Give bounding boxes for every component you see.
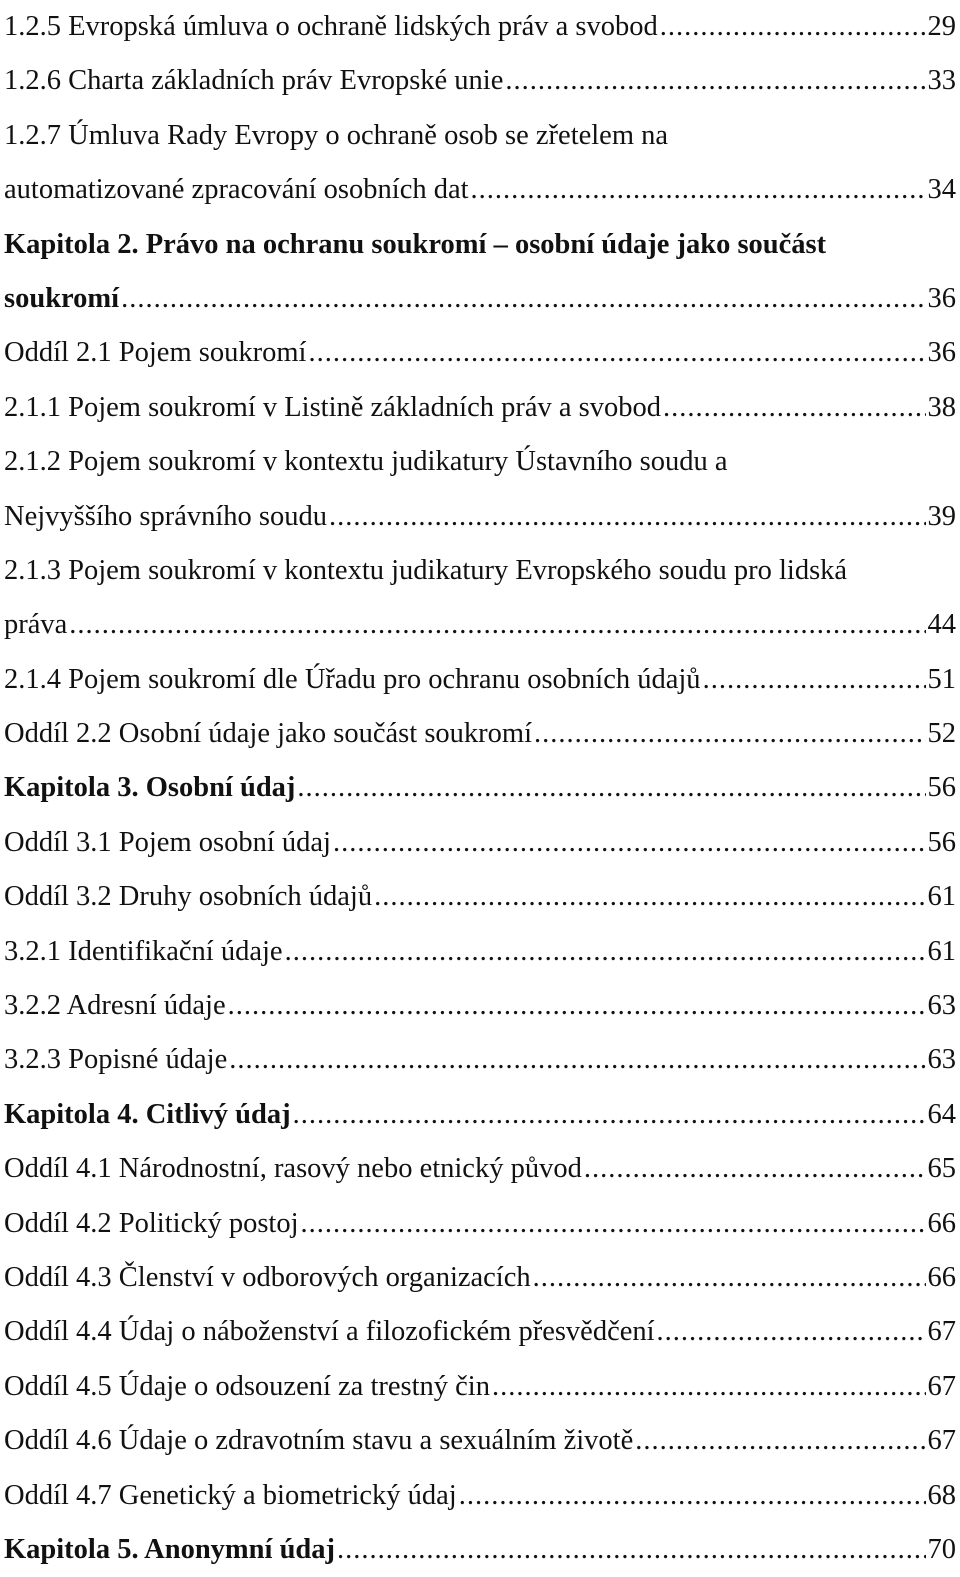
dot-leader xyxy=(663,381,926,435)
toc-entry-title-first-line: 2.1.2 Pojem soukromí v kontextu judikatury Ústavního soudu a xyxy=(4,446,728,478)
toc-entry[interactable] xyxy=(4,1523,956,1577)
toc-entry[interactable] xyxy=(4,1197,956,1251)
toc-entry-title-first-line: 1.2.7 Úmluva Rady Evropy o ochraně osob se zřetelem na xyxy=(4,119,669,151)
toc-entry-line xyxy=(4,272,956,326)
dot-leader xyxy=(308,326,925,380)
toc-entry-line xyxy=(4,1033,956,1087)
dot-leader xyxy=(534,707,926,761)
toc-entry-first-line xyxy=(4,435,956,489)
toc-entry-page-number: 65 xyxy=(927,1153,956,1185)
toc-entry-line xyxy=(4,381,956,435)
toc-entry-title: 1.2.6 Charta základních práv Evropské unie xyxy=(4,65,504,97)
toc-entry[interactable] xyxy=(4,1360,956,1414)
table-of-contents xyxy=(4,0,956,1577)
toc-entry-title: 3.2.1 Identifikační údaje xyxy=(4,935,283,967)
toc-entry-page-number: 36 xyxy=(927,282,956,314)
toc-entry[interactable] xyxy=(4,0,956,54)
toc-entry-line xyxy=(4,1523,956,1577)
toc-entry-line xyxy=(4,1414,956,1468)
toc-entry-title: Kapitola 3. Osobní údaj xyxy=(4,772,296,804)
toc-entry-line xyxy=(4,816,956,870)
toc-entry-line xyxy=(4,653,956,707)
toc-entry-title-first-line: 2.1.3 Pojem soukromí v kontextu judikatury Evropského soudu pro lidská xyxy=(4,554,848,586)
toc-entry[interactable] xyxy=(4,435,956,544)
dot-leader xyxy=(492,1360,926,1414)
toc-entry-line xyxy=(4,870,956,924)
toc-entry-title: 3.2.2 Adresní údaje xyxy=(4,990,226,1022)
toc-entry-page-number: 51 xyxy=(927,663,956,695)
toc-entry-title: Oddíl 4.7 Genetický a biometrický údaj xyxy=(4,1479,457,1511)
dot-leader xyxy=(657,1305,926,1359)
toc-entry-title: Oddíl 4.2 Politický postoj xyxy=(4,1207,299,1239)
toc-entry-title: Oddíl 4.1 Národnostní, rasový nebo etnický původ xyxy=(4,1153,582,1185)
toc-entry[interactable] xyxy=(4,326,956,380)
toc-entry-page-number: 70 xyxy=(927,1533,956,1565)
dot-leader xyxy=(285,925,926,979)
toc-entry-title: automatizované zpracování osobních dat xyxy=(4,174,469,206)
toc-entry[interactable] xyxy=(4,979,956,1033)
toc-entry-title: Oddíl 4.6 Údaje o zdravotním stavu a sexuálním životě xyxy=(4,1425,634,1457)
toc-entry-page-number: 67 xyxy=(927,1316,956,1348)
toc-entry-title: Oddíl 4.3 Členství v odborových organizacích xyxy=(4,1261,531,1293)
toc-entry-title: Oddíl 4.5 Údaje o odsouzení za trestný čin xyxy=(4,1370,490,1402)
toc-entry-page-number: 64 xyxy=(927,1098,956,1130)
toc-entry[interactable] xyxy=(4,761,956,815)
toc-entry-page-number: 39 xyxy=(927,500,956,532)
toc-entry-line xyxy=(4,979,956,1033)
dot-leader xyxy=(337,1523,925,1577)
toc-entry-line xyxy=(4,163,956,217)
toc-entry[interactable] xyxy=(4,1251,956,1305)
toc-entry-page-number: 52 xyxy=(927,718,956,750)
toc-entry-first-line xyxy=(4,544,956,598)
toc-entry-line xyxy=(4,1469,956,1523)
toc-entry[interactable] xyxy=(4,1414,956,1468)
toc-entry-title-first-line: Kapitola 2. Právo na ochranu soukromí – osobní údaje jako součást xyxy=(4,228,827,260)
dot-leader xyxy=(293,1088,926,1142)
toc-entry-page-number: 33 xyxy=(927,65,956,97)
toc-entry-page-number: 29 xyxy=(927,11,956,42)
toc-entry-page-number: 61 xyxy=(927,935,956,967)
toc-entry-title: Oddíl 3.2 Druhy osobních údajů xyxy=(4,881,373,913)
dot-leader xyxy=(471,163,926,217)
dot-leader xyxy=(533,1251,926,1305)
toc-entry-title: Oddíl 4.4 Údaj o náboženství a filozofickém přesvědčení xyxy=(4,1316,655,1348)
toc-entry-page-number: 66 xyxy=(927,1207,956,1239)
toc-entry[interactable] xyxy=(4,1469,956,1523)
toc-entry[interactable] xyxy=(4,707,956,761)
dot-leader xyxy=(584,1142,926,1196)
toc-entry-title: Oddíl 2.1 Pojem soukromí xyxy=(4,337,307,369)
toc-entry-page-number: 66 xyxy=(927,1261,956,1293)
toc-entry-line xyxy=(4,326,956,380)
dot-leader xyxy=(301,1197,926,1251)
toc-entry-page-number: 67 xyxy=(927,1370,956,1402)
toc-entry-title: Oddíl 3.1 Pojem osobní údaj xyxy=(4,826,331,858)
dot-leader xyxy=(228,979,926,1033)
toc-entry-title: 3.2.3 Popisné údaje xyxy=(4,1044,228,1076)
toc-entry-title: soukromí xyxy=(4,282,120,314)
toc-entry-title: 1.2.5 Evropská úmluva o ochraně lidských práv a svobod xyxy=(4,11,658,42)
toc-entry-line xyxy=(4,0,956,54)
toc-entry-page-number: 68 xyxy=(927,1479,956,1511)
toc-entry-line xyxy=(4,1251,956,1305)
toc-entry-line xyxy=(4,925,956,979)
toc-entry[interactable] xyxy=(4,1305,956,1359)
toc-entry-page-number: 36 xyxy=(927,337,956,369)
dot-leader xyxy=(703,653,926,707)
toc-entry[interactable] xyxy=(4,381,956,435)
toc-entry[interactable] xyxy=(4,544,956,653)
toc-entry[interactable] xyxy=(4,1088,956,1142)
toc-entry-first-line xyxy=(4,109,956,163)
toc-entry-title: Kapitola 4. Citlivý údaj xyxy=(4,1098,291,1130)
toc-entry-title: 2.1.4 Pojem soukromí dle Úřadu pro ochranu osobních údajů xyxy=(4,663,701,695)
toc-entry-page-number: 56 xyxy=(927,772,956,804)
toc-entry-line xyxy=(4,1360,956,1414)
dot-leader xyxy=(333,816,926,870)
toc-entry-title: Nejvyššího správního soudu xyxy=(4,500,327,532)
dot-leader xyxy=(505,54,925,108)
toc-entry-title: 2.1.1 Pojem soukromí v Listině základních práv a svobod xyxy=(4,391,661,423)
toc-entry-page-number: 61 xyxy=(927,881,956,913)
dot-leader xyxy=(459,1469,926,1523)
toc-entry-page-number: 63 xyxy=(927,990,956,1022)
toc-entry[interactable] xyxy=(4,109,956,218)
toc-entry-title: Kapitola 5. Anonymní údaj xyxy=(4,1533,336,1565)
toc-entry-line xyxy=(4,490,956,544)
toc-entry-line xyxy=(4,54,956,108)
dot-leader xyxy=(69,598,925,652)
toc-entry-page-number: 38 xyxy=(927,391,956,423)
toc-entry[interactable] xyxy=(4,870,956,924)
toc-entry-line xyxy=(4,761,956,815)
toc-entry[interactable] xyxy=(4,1033,956,1087)
dot-leader xyxy=(229,1033,925,1087)
toc-entry-line xyxy=(4,1197,956,1251)
dot-leader xyxy=(374,870,925,924)
toc-entry[interactable] xyxy=(4,925,956,979)
toc-entry-title: práva xyxy=(4,609,68,641)
toc-entry-line xyxy=(4,598,956,652)
toc-entry-page-number: 56 xyxy=(927,826,956,858)
toc-entry[interactable] xyxy=(4,653,956,707)
toc-entry-page-number: 34 xyxy=(927,174,956,206)
toc-entry-page-number: 63 xyxy=(927,1044,956,1076)
dot-leader xyxy=(121,272,925,326)
toc-entry-first-line xyxy=(4,218,956,272)
toc-entry-page-number: 67 xyxy=(927,1425,956,1457)
toc-entry-line xyxy=(4,1142,956,1196)
toc-entry-line xyxy=(4,1088,956,1142)
toc-entry[interactable] xyxy=(4,54,956,108)
dot-leader xyxy=(635,1414,925,1468)
dot-leader xyxy=(329,490,926,544)
toc-entry[interactable] xyxy=(4,816,956,870)
dot-leader xyxy=(660,0,926,54)
toc-entry-title: Oddíl 2.2 Osobní údaje jako součást soukromí xyxy=(4,718,532,750)
toc-entry[interactable] xyxy=(4,218,956,327)
toc-entry-page-number: 44 xyxy=(927,609,956,641)
dot-leader xyxy=(297,761,925,815)
toc-entry-line xyxy=(4,1305,956,1359)
toc-entry-line xyxy=(4,707,956,761)
toc-entry[interactable] xyxy=(4,1142,956,1196)
